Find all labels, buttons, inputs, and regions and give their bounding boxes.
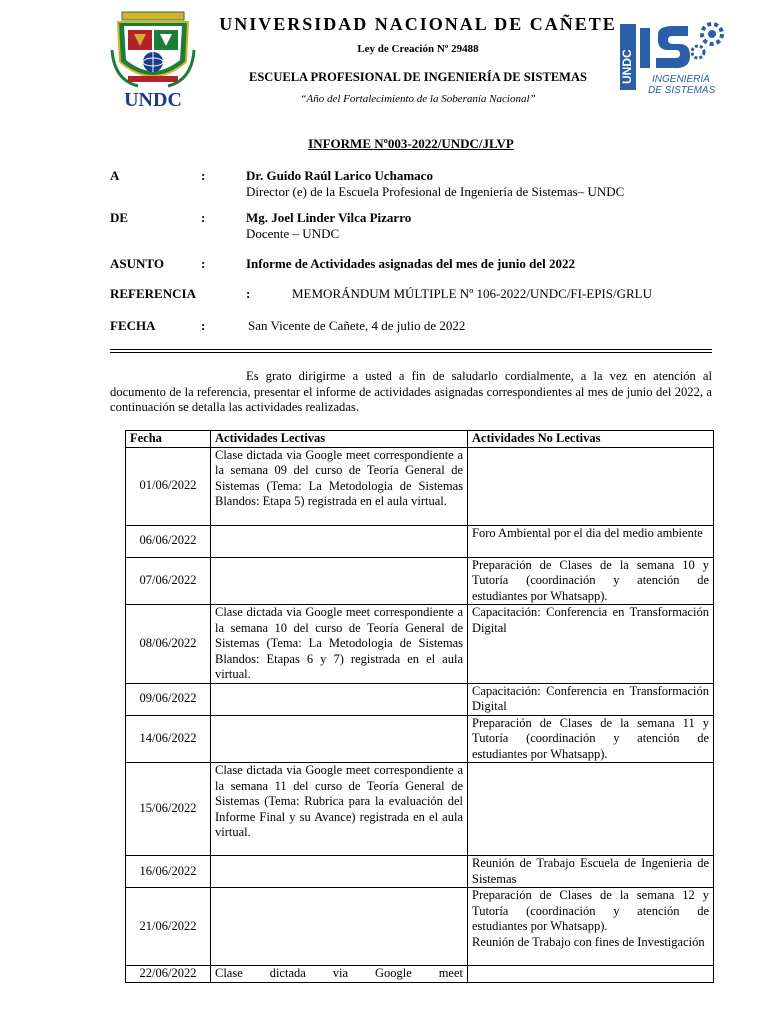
table-row	[126, 966, 714, 983]
no-lectivas-cell	[468, 888, 714, 966]
logo-left-text: UNDC	[124, 89, 182, 108]
lectivas-cell: Clase dictada via Google meet correspondiente a la semana 09 del curso de Teoría General de Sistemas (Tema: La Metodologia de Sistemas Blandos: Etapa 5) registrada en el aula virtual.	[211, 447, 468, 525]
recipient-name: Dr. Guido Raúl Larico Uchamaco	[246, 168, 433, 183]
intro-paragraph	[110, 369, 712, 416]
no-lectivas-cell	[468, 966, 714, 983]
report-title: INFORME Nº003-2022/UNDC/JLVP	[308, 136, 514, 151]
date-cell: 08/06/2022	[126, 605, 211, 684]
field-label: REFERENCIA	[110, 286, 196, 301]
no-lectivas-cell: Preparación de Clases de la semana 10 y Tutoría (coordinación y atención de estudiantes por Whatsapp).	[468, 557, 714, 605]
year-motto: “Año del Fortalecimiento de la Soberanía Nacional”	[300, 93, 536, 105]
activities-table	[125, 430, 714, 983]
field-colon: :	[201, 210, 206, 225]
table-row	[126, 856, 714, 888]
subject-value: Informe de Actividades asignadas del mes de junio del 2022	[246, 256, 575, 271]
table-row	[126, 605, 714, 684]
lectivas-cell: Clase dictada via Google meet	[211, 966, 468, 983]
table-header-row	[126, 431, 714, 448]
date-cell: 01/06/2022	[126, 447, 211, 525]
field-label: FECHA	[110, 318, 156, 333]
university-name: UNIVERSIDAD NACIONAL DE CAÑETE	[219, 14, 617, 34]
sender-title: Docente – UNDC	[246, 226, 340, 241]
date-cell: 21/06/2022	[126, 888, 211, 966]
field-label: DE	[110, 210, 129, 225]
column-header: Actividades Lectivas	[211, 431, 468, 448]
no-lectivas-cell: Capacitación: Conferencia en Transformación Digital	[468, 605, 714, 684]
lectivas-cell	[211, 557, 468, 605]
intro-text: Es grato dirigirme a usted a fin de saludarlo cordialmente, a la vez en atención al documento de la referencia, presentar el informe de actividades asignadas correspondientes al mes de junio del 2022, a continuación se detalla las actividades realizadas.	[110, 369, 712, 414]
date-cell: 06/06/2022	[126, 525, 211, 557]
column-header: Actividades No Lectivas	[468, 431, 714, 448]
lectivas-cell: Clase dictada via Google meet correspondiente a la semana 10 del curso de Teoría General de Sistemas (Tema: La Metodologia de Sistemas Blandos: Etapas 6 y 7) registrada en el aula virtual.	[211, 605, 468, 684]
logo-right-caption-2: DE SISTEMAS	[648, 85, 716, 96]
table-row	[126, 888, 714, 966]
date-cell: 07/06/2022	[126, 557, 211, 605]
field-colon: :	[201, 318, 206, 333]
divider	[110, 352, 712, 353]
table-row	[126, 683, 714, 715]
table-row	[126, 557, 714, 605]
school-name: ESCUELA PROFESIONAL DE INGENIERÍA DE SISTEMAS	[249, 70, 587, 84]
field-label: A	[110, 168, 120, 183]
sender-name: Mg. Joel Linder Vilca Pizarro	[246, 210, 412, 225]
creation-law: Ley de Creación Nº 29488	[357, 43, 479, 55]
is-engineering-logo	[618, 14, 734, 96]
field-colon: :	[201, 168, 206, 183]
no-lectivas-cell	[468, 763, 714, 856]
table-row	[126, 715, 714, 763]
field-colon: :	[201, 256, 206, 271]
column-header: Fecha	[126, 431, 211, 448]
lectivas-cell	[211, 856, 468, 888]
recipient-title: Director (e) de la Escuela Profesional de Ingeniería de Sistemas– UNDC	[246, 184, 625, 199]
field-colon: :	[246, 286, 251, 301]
logo-right-text: UNDC	[620, 49, 634, 84]
date-cell: 16/06/2022	[126, 856, 211, 888]
no-lectivas-cell: Foro Ambiental por el dia del medio ambiente	[468, 525, 714, 557]
date-value: San Vicente de Cañete, 4 de julio de 2022	[248, 318, 466, 333]
no-lectivas-text: Preparación de Clases de la semana 12 y Tutoría (coordinación y atención de estudiantes por Whatsapp).	[472, 888, 709, 933]
lectivas-cell	[211, 888, 468, 966]
date-cell: 14/06/2022	[126, 715, 211, 763]
table-row	[126, 525, 714, 557]
reference-value: MEMORÁNDUM MÚLTIPLE Nº 106-2022/UNDC/FI-EPIS/GRLU	[292, 286, 652, 301]
table-row	[126, 763, 714, 856]
no-lectivas-cell: Reunión de Trabajo Escuela de Ingenieria de Sistemas	[468, 856, 714, 888]
divider	[110, 349, 712, 350]
field-label: ASUNTO	[110, 256, 164, 271]
undc-crest-logo	[108, 10, 198, 108]
date-cell: 09/06/2022	[126, 683, 211, 715]
logo-right-caption-1: INGENIERÍA	[652, 74, 710, 85]
lectivas-cell	[211, 715, 468, 763]
no-lectivas-text: Reunión de Trabajo con fines de Investigación	[472, 934, 705, 949]
lectivas-cell: Clase dictada via Google meet correspondiente a la semana 11 del curso de Teoría General de Sistemas (Tema: Rubrica para la evaluación del Informe Final y su Avance) registrada en el aula virtual.	[211, 763, 468, 856]
lectivas-cell	[211, 525, 468, 557]
date-cell: 22/06/2022	[126, 966, 211, 983]
no-lectivas-cell: Preparación de Clases de la semana 11 y Tutoría (coordinación y atención de estudiantes por Whatsapp).	[468, 715, 714, 763]
no-lectivas-cell	[468, 447, 714, 525]
no-lectivas-cell: Capacitación: Conferencia en Transformación Digital	[468, 683, 714, 715]
lectivas-cell	[211, 683, 468, 715]
date-cell: 15/06/2022	[126, 763, 211, 856]
table-row	[126, 447, 714, 525]
